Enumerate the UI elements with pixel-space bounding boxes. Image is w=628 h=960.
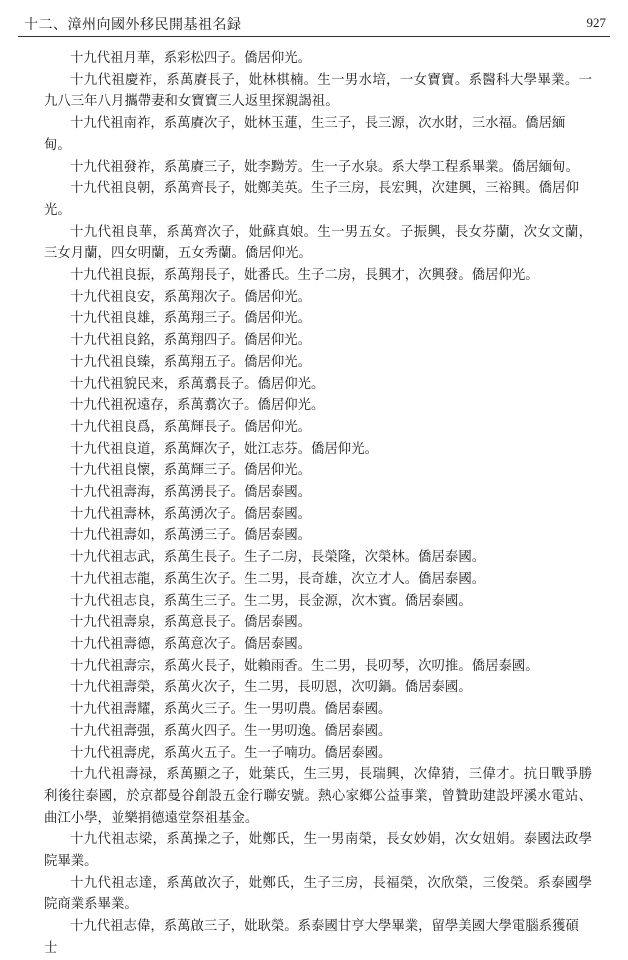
genealogy-entry: 十九代祖慶祚，系萬賡長子，妣林棋楠。生一男水培，一女寶寶。系醫科大學畢業。一九八三年八月攜帶妻和女寶寶三人返里探親謁祖。	[44, 72, 592, 110]
genealogy-entry: 十九代祖良道，系萬輝次子，妣江志芬。僑居仰光。	[70, 441, 378, 457]
genealogy-entry: 十九代祖志武，系萬生長子。生子二房，長榮隆，次榮林。僑居泰國。	[70, 550, 486, 566]
genealogy-entry: 十九代祖壽泉，系萬意長子。僑居泰國。	[70, 615, 312, 631]
genealogy-entry: 十九代祖良銘，系萬翔四子。僑居仰光。	[70, 333, 312, 349]
genealogy-entry: 十九代祖志梁，系萬操之子，妣鄭氏，生一男南榮，長女妙娟，次女妞娟。泰國法政學院畢業。	[44, 832, 592, 870]
genealogy-entry: 十九代祖良華，系萬齊次子，妣蘇真娘。生一男五女。子振興，長女芬蘭，次女文蘭，三女月蘭，四女明蘭，五女秀蘭。僑居仰光。	[44, 224, 592, 262]
page-number: 927	[586, 15, 606, 30]
genealogy-entry: 十九代祖良懷，系萬輝三子。僑居仰光。	[70, 463, 312, 479]
genealogy-entry: 十九代祖壽耀，系萬火三子。生一男叨農。僑居泰國。	[70, 702, 392, 718]
genealogy-entry: 十九代祖壽宗，系萬火長子，妣賴雨香。生二男，長叨琴，次叨推。僑居泰國。	[70, 658, 539, 674]
page-header	[18, 12, 610, 37]
genealogy-entry: 十九代祖良雄，系萬翔三子。僑居仰光。	[70, 311, 312, 327]
genealogy-entry: 十九代祖志偉，系萬啟三子，妣耿榮。系泰國甘亨大學畢業，留學美國大學電腦系獲碩士	[44, 919, 579, 956]
genealogy-entry: 十九代祖良安，系萬翔次子。僑居仰光。	[70, 289, 312, 305]
genealogy-entry: 十九代祖壽强，系萬火四子。生一男叨逸。僑居泰國。	[70, 723, 392, 739]
genealogy-list	[44, 48, 592, 960]
genealogy-entry: 十九代祖月華，系彩松四子。僑居仰光。	[70, 51, 312, 66]
genealogy-entry: 十九代祖壽虎，系萬火五子。生一子喃功。僑居泰國。	[70, 745, 392, 761]
genealogy-entry: 十九代祖壽禄，系萬顯之子，妣葉氏，生三男，長瑞興，次偉猜，三偉才。抗日戰爭勝利後往泰國，於京都曼谷創設五金行聯安號。熱心家鄉公益事業，曾贊助建設坪溪水電站、曲江小學，並樂捐德遠堂祭祖基金。	[44, 767, 592, 826]
running-title: 十二、漳州向國外移民開基祖名録	[24, 17, 242, 33]
genealogy-entry: 十九代祖貌民来，系萬翥長子。僑居仰光。	[70, 376, 325, 392]
genealogy-entry: 十九代祖良臻，系萬翔五子。僑居仰光。	[70, 354, 312, 370]
genealogy-entry: 十九代祖志龍，系萬生次子。生二男，長奇雄，次立才人。僑居泰國。	[70, 571, 486, 587]
genealogy-entry: 十九代祖良朝，系萬齊長子，妣鄭美英。生子三房，長宏興，次建興，三裕興。僑居仰光。	[44, 181, 579, 218]
genealogy-entry: 十九代祖發祚，系萬賡三子，妣李黝芳。生一子水泉。系大學工程系畢業。僑居緬甸。	[70, 159, 579, 175]
genealogy-entry: 十九代祖良振，系萬翔長子，妣番氏。生子二房，長興才，次興發。僑居仰光。	[70, 268, 539, 284]
genealogy-entry: 十九代祖壽海，系萬湧長子。僑居泰國。	[70, 485, 312, 501]
genealogy-entry: 十九代祖壽如，系萬湧三子。僑居泰國。	[70, 528, 312, 544]
genealogy-entry: 十九代祖志達，系萬啟次子，妣鄭氏，生子三房，長福榮，次欣榮，三俊榮。系泰國學院商業系畢業。	[44, 875, 592, 913]
genealogy-entry: 十九代祖志良，系萬生三子。生二男，長金源，次木賓。僑居泰國。	[70, 593, 472, 609]
genealogy-entry: 十九代祖壽榮，系萬火次子，生二男，長叨恩，次叨鍋。僑居泰國。	[70, 680, 472, 696]
genealogy-entry: 十九代祖南祚，系萬賡次子，妣林玉蓮，生三子，長三源，次水財，三水福。僑居緬甸。	[44, 116, 566, 153]
genealogy-entry: 十九代祖良爲，系萬輝長子。僑居仰光。	[70, 419, 312, 435]
genealogy-entry: 十九代祖祝遠存，系萬翥次子。僑居仰光。	[70, 398, 325, 414]
genealogy-entry: 十九代祖壽林，系萬湧次子。僑居泰國。	[70, 506, 312, 522]
genealogy-entry: 十九代祖壽德，系萬意次子。僑居泰國。	[70, 636, 312, 652]
